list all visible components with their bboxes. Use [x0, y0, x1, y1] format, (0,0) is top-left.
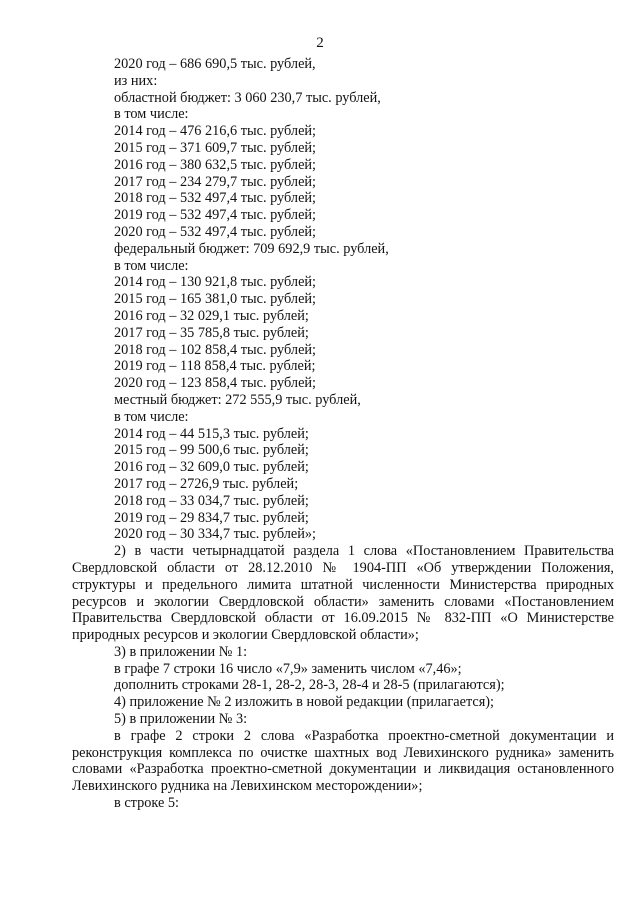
- budget-line: областной бюджет: 3 060 230,7 тыс. рублей,: [114, 89, 381, 106]
- budget-list: [114, 56, 614, 543]
- amendment-item-2: [72, 543, 614, 644]
- budget-line: 2015 год – 165 381,0 тыс. рублей;: [114, 291, 317, 308]
- budget-line: 2018 год – 33 034,7 тыс. рублей;: [114, 492, 309, 509]
- budget-line: 2019 год – 29 834,7 тыс. рублей;: [114, 509, 309, 526]
- budget-line: 2016 год – 380 632,5 тыс. рублей;: [114, 156, 317, 173]
- budget-line: 2017 год – 2726,9 тыс. рублей;: [114, 475, 299, 492]
- amendment-item-5-b: в строке 5:: [114, 795, 180, 812]
- budget-line: 2018 год – 532 497,4 тыс. рублей;: [114, 190, 317, 207]
- document-body: [72, 56, 614, 812]
- budget-line: 2016 год – 32 029,1 тыс. рублей;: [114, 307, 309, 324]
- amendment-item-3-a: в графе 7 строки 16 число «7,9» заменить числом «7,46»;: [114, 660, 462, 677]
- budget-line: из них:: [114, 72, 158, 89]
- amendment-item-3: 3) в приложении № 1:: [114, 643, 248, 660]
- budget-line: федеральный бюджет: 709 692,9 тыс. рублей,: [114, 240, 389, 257]
- budget-line: 2014 год – 476 216,6 тыс. рублей;: [114, 123, 317, 140]
- amendment-item-2-text: 2) в части четырнадцатой раздела 1 слова «Постановлением Правительства Свердловской области от 28.12.2010 № 1904-ПП «Об утверждении Положения, структуры и предельного лимита штатной численности Министерства природных ресурсов и экологии Свердловской области» заменить словами «Постановлением Правительства Свердловской области от 16.09.2015 № 832-ПП «О Министерстве природных ресурсов и экологии Свердловской области»;: [72, 543, 614, 644]
- page-number: 2: [316, 35, 324, 51]
- budget-line: в том числе:: [114, 408, 189, 425]
- budget-line: 2017 год – 234 279,7 тыс. рублей;: [114, 173, 317, 190]
- budget-line: 2018 год – 102 858,4 тыс. рублей;: [114, 341, 317, 358]
- budget-line: местный бюджет: 272 555,9 тыс. рублей,: [114, 391, 361, 408]
- budget-line: в том числе:: [114, 257, 189, 274]
- budget-line: 2015 год – 371 609,7 тыс. рублей;: [114, 139, 317, 156]
- budget-line: 2020 год – 686 690,5 тыс. рублей,: [114, 56, 316, 72]
- amendment-item-5-a: [72, 728, 614, 795]
- budget-line: 2014 год – 130 921,8 тыс. рублей;: [114, 274, 317, 291]
- budget-line: 2020 год – 532 497,4 тыс. рублей;: [114, 223, 317, 240]
- amendment-item-3-b: дополнить строками 28-1, 28-2, 28-3, 28-4 и 28-5 (прилагаются);: [114, 677, 505, 694]
- budget-line: 2019 год – 532 497,4 тыс. рублей;: [114, 207, 317, 224]
- budget-line: 2015 год – 99 500,6 тыс. рублей;: [114, 442, 309, 459]
- amendment-item-4: 4) приложение № 2 изложить в новой редакции (прилагается);: [114, 694, 495, 711]
- budget-line: 2016 год – 32 609,0 тыс. рублей;: [114, 459, 309, 476]
- budget-line: 2020 год – 30 334,7 тыс. рублей»;: [114, 526, 317, 543]
- budget-line: в том числе:: [114, 106, 189, 123]
- budget-line: 2019 год – 118 858,4 тыс. рублей;: [114, 358, 316, 375]
- amendment-item-5: 5) в приложении № 3:: [114, 711, 248, 728]
- budget-line: 2017 год – 35 785,8 тыс. рублей;: [114, 324, 309, 341]
- amendment-item-5-a-text: в графе 2 строки 2 слова «Разработка проектно-сметной документации и реконструкция комплекса по очистке шахтных вод Левихинского рудника» заменить словами «Разработка проектно-сметной документации и ликвидация остановленного Левихинского рудника на Левихинском месторождении»;: [72, 727, 614, 795]
- budget-line: 2020 год – 123 858,4 тыс. рублей;: [114, 375, 317, 392]
- budget-line: 2014 год – 44 515,3 тыс. рублей;: [114, 425, 309, 442]
